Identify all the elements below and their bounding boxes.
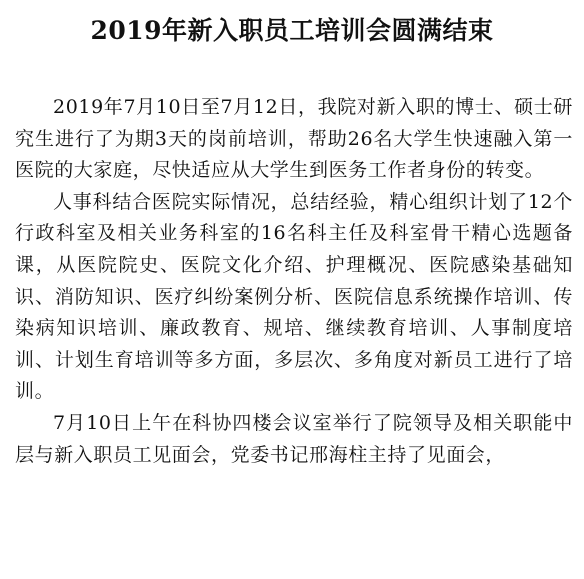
paragraph-meeting: 7月10日上午在科协四楼会议室举行了院领导及相关职能中层与新入职员工见面会，党委书记邢海柱主持了见面会， [15,411,573,466]
article-title: 2019年新入职员工培训会圆满结束 [90,16,494,45]
paragraph-training-content: 人事科结合医院实际情况，总结经验，精心组织计划了12个行政科室及相关业务科室的16名科主任及科室骨干精心选题备课，从医院院史、医院文化介绍、护理概况、医院感染基础知识、消防知识、医疗纠纷案例分析、医院信息系统操作培训、传染病知识培训、廉政教育、规培、继续教育培训、人事制度培训、计划生育培训等多方面，多层次、多角度对新员工进行了培训。 [15,190,573,403]
paragraph-training-overview: 2019年7月10日至7月12日，我院对新入职的博士、硕士研究生进行了为期3天的岗前培训，帮助26名大学生快速融入第一医院的大家庭，尽快适应从大学生到医务工作者身份的转变。 [15,96,573,182]
article-body [15,92,573,471]
